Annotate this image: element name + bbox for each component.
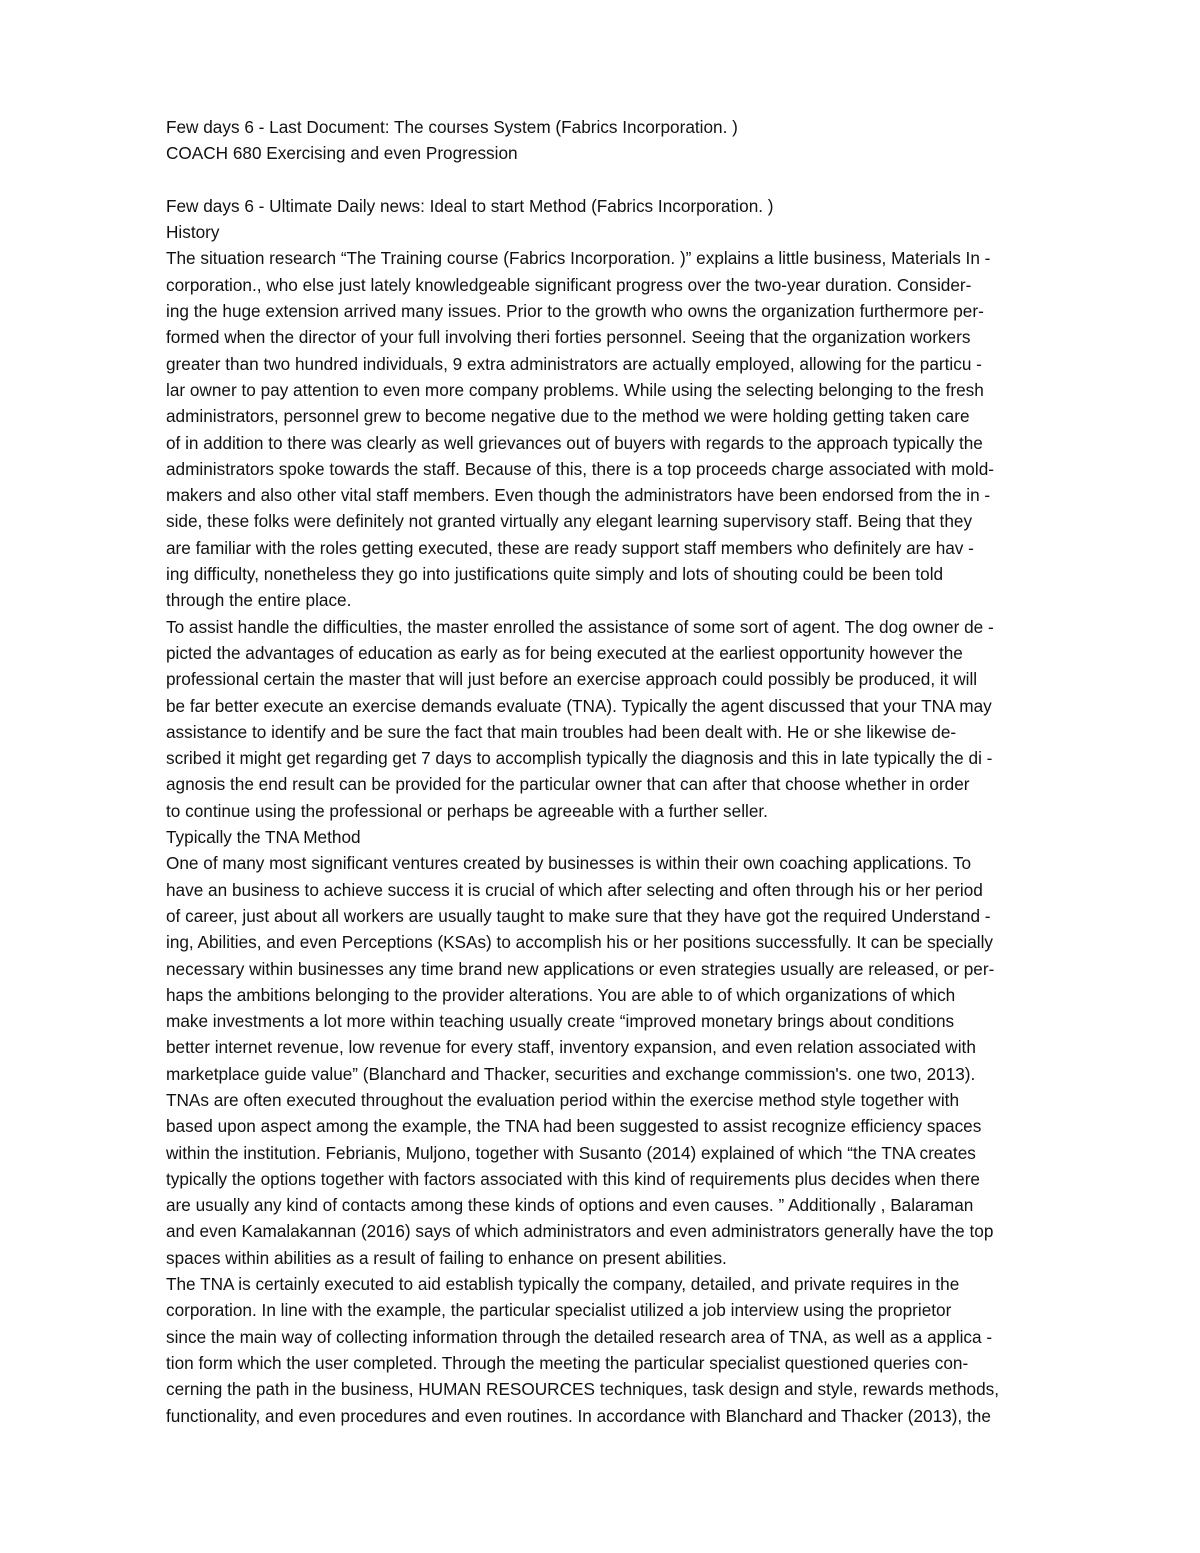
paragraph-line: assistance to identify and be sure the fact that main troubles had been dealt with. He or she likewise de- [166, 721, 957, 742]
paragraph-line: TNAs are often executed throughout the evaluation period within the exercise method style together with [166, 1089, 959, 1110]
paragraph-line: typically the options together with factors associated with this kind of requirements plus decides when there [166, 1168, 980, 1189]
paragraph-line: The situation research “The Training course (Fabrics Incorporation. )” explains a little business, Materials In - [166, 248, 991, 269]
paragraph-line: since the main way of collecting information through the detailed research area of TNA, as well as a applica - [166, 1326, 993, 1347]
paragraph-line: haps the ambitions belonging to the provider alterations. You are able to of which organizations of which [166, 984, 956, 1005]
paragraph-line: administrators spoke towards the staff. Because of this, there is a top proceeds charge associated with mold- [166, 458, 994, 479]
paragraph-line: ing, Abilities, and even Perceptions (KSAs) to accomplish his or her positions successfully. It can be specially [166, 932, 993, 953]
paragraph-line: within the institution. Febrianis, Muljono, together with Susanto (2014) explained of which “the TNA creates [166, 1142, 976, 1163]
paragraph-line: professional certain the master that will just before an exercise approach could possibly be produced, it will [166, 669, 978, 690]
paragraph-3 [166, 850, 1126, 1271]
document-title-line-1: Few days 6 - Last Document: The courses System (Fabrics Incorporation. ) [166, 117, 738, 137]
paragraph-4 [166, 1271, 1126, 1429]
paragraph-line: makers and also other vital staff members. Even though the administrators have been endorsed from the in - [166, 485, 991, 506]
paragraph-line: are familiar with the roles getting executed, these are ready support staff members who definitely are hav - [166, 537, 974, 558]
heading-tna-method: Typically the TNA Method [166, 827, 361, 848]
paragraph-line: ing difficulty, nonetheless they go into justifications quite simply and lots of shouting could be been told [166, 564, 944, 585]
paragraph-line: administrators, personnel grew to become negative due to the method we were holding getting taken care [166, 406, 970, 427]
paragraph-line: tion form which the user completed. Through the meeting the particular specialist questioned queries con- [166, 1352, 969, 1373]
paragraph-line: picted the advantages of education as early as for being executed at the earliest opportunity however the [166, 642, 963, 663]
paragraph-line: functionality, and even procedures and even routines. In accordance with Blanchard and Thacker (2013), the [166, 1405, 991, 1426]
paragraph-line: be far better execute an exercise demands evaluate (TNA). Typically the agent discussed that your TNA may [166, 695, 992, 716]
paragraph-line: greater than two hundred individuals, 9 extra administrators are actually employed, allowing for the particu - [166, 353, 982, 374]
document-subtitle: Few days 6 - Ultimate Daily news: Ideal to start Method (Fabrics Incorporation. ) [166, 195, 774, 216]
paragraph-line: corporation., who else just lately knowledgeable significant progress over the two-year duration. Consider- [166, 274, 972, 295]
paragraph-line: and even Kamalakannan (2016) says of which administrators and even administrators generally have the top [166, 1221, 994, 1242]
document-title-line-2: COACH 680 Exercising and even Progression [166, 143, 518, 164]
paragraph-line: are usually any kind of contacts among these kinds of options and even causes. ” Additionally , Balaraman [166, 1195, 974, 1216]
heading-history: History [166, 222, 220, 243]
paragraph-line: marketplace guide value” (Blanchard and Thacker, securities and exchange commission's. one two, 2013). [166, 1063, 976, 1084]
paragraph-line: side, these folks were definitely not granted virtually any elegant learning supervisory staff. Being that they [166, 511, 973, 532]
document-body [166, 114, 1126, 1429]
paragraph-line: better internet revenue, low revenue for every staff, inventory expansion, and even relation associated with [166, 1037, 976, 1058]
paragraph-line: based upon aspect among the example, the TNA had been suggested to assist recognize efficiency spaces [166, 1116, 982, 1137]
paragraph-line: of career, just about all workers are usually taught to make sure that they have got the required Understand - [166, 905, 991, 926]
paragraph-line: To assist handle the difficulties, the master enrolled the assistance of some sort of agent. The dog owner de - [166, 616, 994, 637]
paragraph-line: scribed it might get regarding get 7 days to accomplish typically the diagnosis and this in late typically the di - [166, 748, 993, 769]
paragraph-line: to continue using the professional or perhaps be agreeable with a further seller. [166, 800, 768, 821]
paragraph-line: make investments a lot more within teaching usually create “improved monetary brings about conditions [166, 1011, 955, 1032]
paragraph-line: ing the huge extension arrived many issues. Prior to the growth who owns the organization furthermore per- [166, 301, 984, 322]
paragraph-line: formed when the director of your full involving theri forties personnel. Seeing that the organization workers [166, 327, 971, 348]
paragraph-line: cerning the path in the business, HUMAN RESOURCES techniques, task design and style, rewards methods, [166, 1379, 1000, 1400]
paragraph-line: necessary within businesses any time brand new applications or even strategies usually are released, or per- [166, 958, 995, 979]
paragraph-line: of in addition to there was clearly as well grievances out of buyers with regards to the approach typically the [166, 432, 983, 453]
paragraph-1 [166, 245, 1126, 613]
blank-line [166, 167, 1126, 193]
paragraph-line: through the entire place. [166, 590, 352, 611]
paragraph-2 [166, 614, 1126, 824]
paragraph-line: The TNA is certainly executed to aid establish typically the company, detailed, and private requires in the [166, 1274, 960, 1295]
paragraph-line: lar owner to pay attention to even more company problems. While using the selecting belonging to the fresh [166, 379, 984, 400]
paragraph-line: corporation. In line with the example, the particular specialist utilized a job interview using the proprietor [166, 1300, 952, 1321]
paragraph-line: have an business to achieve success it is crucial of which after selecting and often through his or her period [166, 879, 983, 900]
paragraph-line: agnosis the end result can be provided for the particular owner that can after that choose whether in order [166, 774, 970, 795]
paragraph-line: spaces within abilities as a result of failing to enhance on present abilities. [166, 1247, 727, 1268]
paragraph-line: One of many most significant ventures created by businesses is within their own coaching applications. To [166, 853, 972, 874]
